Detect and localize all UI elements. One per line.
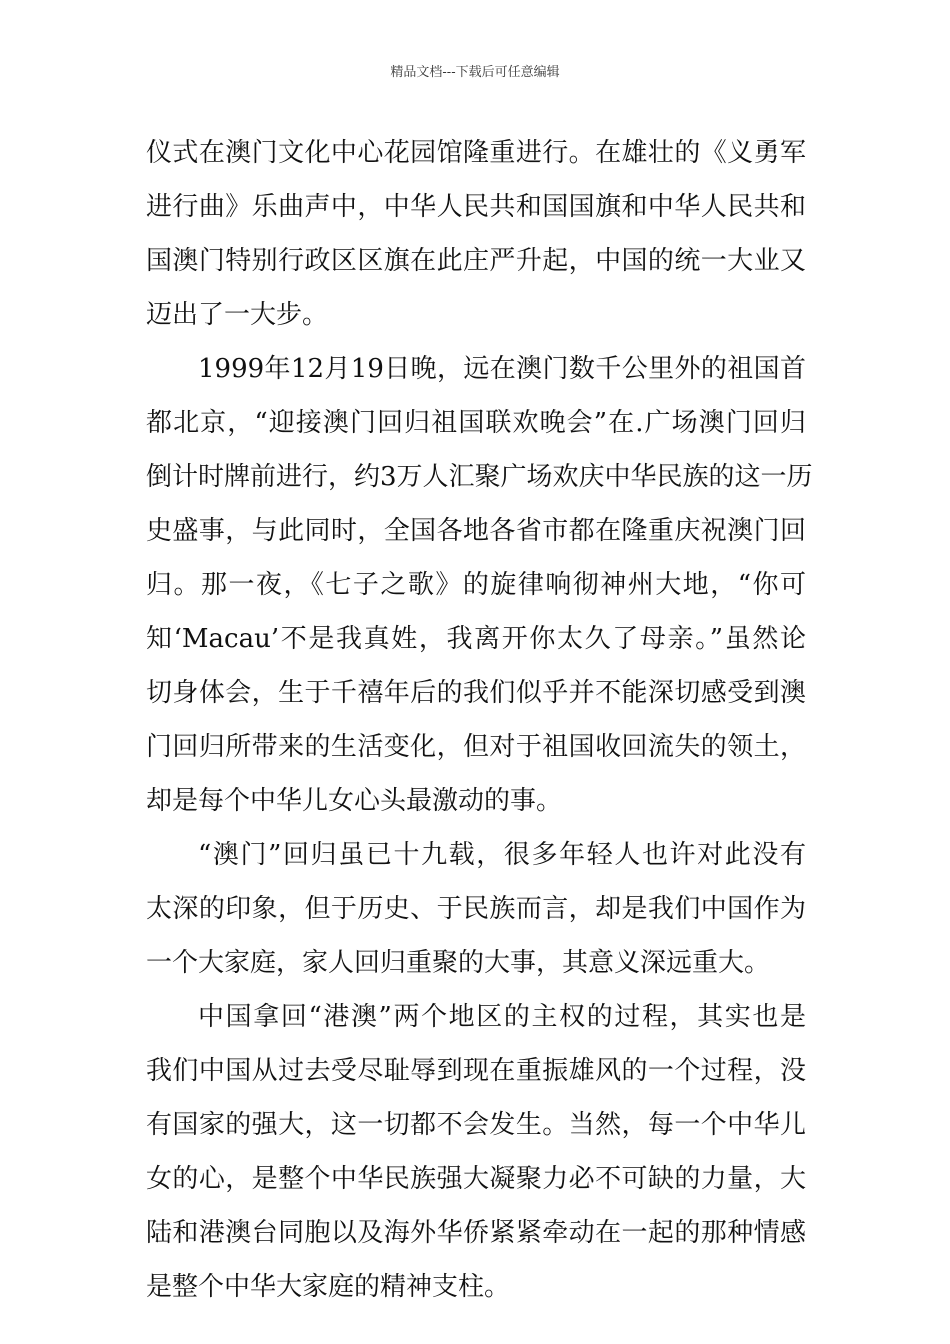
text-line: 仪式在澳门文化中心花园馆隆重进行。在雄壮的《义勇军 [146, 138, 806, 168]
text-line: 却是每个中华儿女心头最激动的事。 [146, 786, 563, 816]
paragraph-2 [146, 342, 813, 828]
text-line: 归。那一夜，《七子之歌》的旋律响彻神州大地，“你可 [146, 570, 806, 600]
text-line: 太深的印象，但于历史、于民族而言，却是我们中国作为 [146, 894, 806, 924]
text-line: 是整个中华大家庭的精神支柱。 [146, 1272, 511, 1302]
page-header: 精品文档---下载后可任意编辑 [390, 65, 560, 80]
text-line: 门回归所带来的生活变化，但对于祖国收回流失的领土， [146, 732, 806, 762]
text-line: 倒计时牌前进行，约3万人汇聚广场欢庆中华民族的这一历 [146, 462, 813, 492]
paragraph-1 [146, 126, 806, 342]
text-line: 有国家的强大，这一切都不会发生。当然，每一个中华儿 [146, 1110, 806, 1140]
paragraph-4 [146, 990, 806, 1314]
text-line: 都北京，“迎接澳门回归祖国联欢晚会”在.广场澳门回归 [146, 408, 806, 438]
text-line: “澳门”回归虽已十九载，很多年轻人也许对此没有 [198, 840, 806, 870]
text-line: 一个大家庭，家人回归重聚的大事，其意义深远重大。 [146, 948, 771, 978]
text-line: 我们中国从过去受尽耻辱到现在重振雄风的一个过程，没 [146, 1056, 806, 1086]
text-line: 迈出了一大步。 [146, 300, 329, 330]
text-line: 国澳门特别行政区区旗在此庄严升起，中国的统一大业又 [146, 246, 806, 276]
text-line: 史盛事，与此同时，全国各地各省市都在隆重庆祝澳门回 [146, 516, 806, 546]
text-line: 切身体会，生于千禧年后的我们似乎并不能深切感受到澳 [146, 678, 806, 708]
text-line: 中国拿回“港澳”两个地区的主权的过程，其实也是 [198, 1002, 806, 1032]
text-line: 1999年12月19日晚，远在澳门数千公里外的祖国首 [198, 354, 806, 384]
document-body [146, 126, 813, 1314]
text-line: 女的心，是整个中华民族强大凝聚力必不可缺的力量，大 [146, 1164, 806, 1194]
text-line: 知‘Macau’不是我真姓，我离开你太久了母亲。”虽然论 [146, 624, 806, 654]
text-line: 进行曲》乐曲声中，中华人民共和国国旗和中华人民共和 [146, 192, 806, 222]
paragraph-3 [146, 828, 806, 990]
text-line: 陆和港澳台同胞以及海外华侨紧紧牵动在一起的那种情感 [146, 1218, 806, 1248]
